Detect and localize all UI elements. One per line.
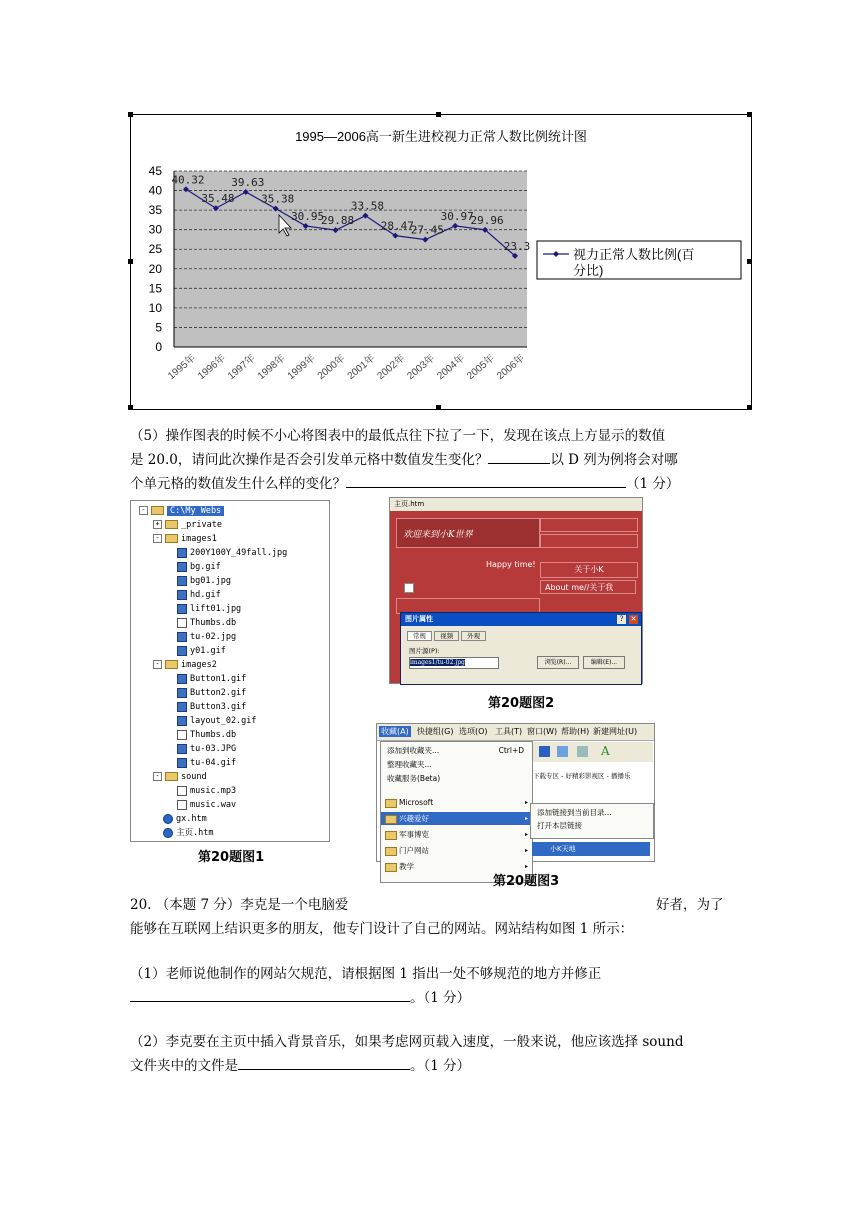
tree-file-row[interactable] <box>167 742 236 756</box>
tab-general[interactable]: 常规 <box>407 631 432 641</box>
layout-cell <box>540 534 638 548</box>
close-icon[interactable]: ✕ <box>630 615 637 623</box>
menubar <box>377 724 654 741</box>
answer-blank <box>238 1055 410 1070</box>
folder-icon <box>385 831 397 840</box>
tree-item-label: 200Y100Y_49fall.jpg <box>190 548 288 558</box>
tree-item-label: Button1.gif <box>190 674 247 684</box>
folder-icon <box>165 520 178 529</box>
image-file-icon <box>177 646 187 656</box>
menu-item-label: 收藏服务(Beta) <box>387 774 441 783</box>
menu-favorites[interactable]: 收藏(A) <box>381 727 409 736</box>
favorites-menu-item[interactable] <box>381 844 532 857</box>
tree-file-row[interactable] <box>167 560 221 574</box>
tree-item-label: C:\My Webs <box>167 506 224 516</box>
tree-item-label: 主页.htm <box>176 828 214 838</box>
question-20-part2-answer <box>130 1054 750 1078</box>
menu-window[interactable]: 窗口(W) <box>527 727 558 736</box>
image-file-icon <box>177 702 187 712</box>
tree-file-row[interactable] <box>153 812 207 826</box>
tree-folder-row[interactable] <box>153 518 222 532</box>
font-color-icon[interactable]: A <box>601 744 610 758</box>
y-tick-label: 10 <box>148 300 162 315</box>
y-tick-label: 20 <box>148 261 162 276</box>
help-icon[interactable]: ? <box>617 615 626 624</box>
favorites-menu-item[interactable] <box>381 758 532 771</box>
tab-video[interactable]: 视频 <box>434 631 459 641</box>
x-tick-label: 2000年 <box>315 352 348 383</box>
x-tick-label: 1998年 <box>255 352 288 383</box>
expand-icon[interactable]: + <box>153 520 162 529</box>
window-title: 主页.htm <box>390 498 642 511</box>
toolbar-icon[interactable] <box>557 746 568 757</box>
menu-item-label: Microsoft <box>399 798 434 807</box>
figure-1-folder-tree <box>130 500 330 842</box>
tree-item-label: Button3.gif <box>190 702 247 712</box>
y-tick-label: 35 <box>148 203 162 218</box>
legend-label: 分比) <box>573 263 604 278</box>
tree-folder-row[interactable] <box>153 770 207 784</box>
toolbar-icon[interactable] <box>577 746 588 757</box>
image-file-icon <box>177 688 187 698</box>
favorites-menu-item[interactable] <box>381 744 532 757</box>
favorites-menu-item[interactable] <box>381 772 532 785</box>
data-label: 28.47 <box>380 219 414 233</box>
question-20-text: 20. （本题 7 分）李克是一个电脑爱 <box>130 897 349 913</box>
data-label: 29.88 <box>320 214 355 228</box>
figure-3-caption: 第20题图3 <box>493 874 560 889</box>
menu-item-shortcut: Ctrl+D <box>498 746 524 755</box>
image-file-icon <box>177 576 187 586</box>
tree-item-label: images1 <box>181 534 217 544</box>
figure-2-screenshot <box>389 497 643 684</box>
y-tick-label: 40 <box>148 183 162 198</box>
answer-blank <box>488 449 550 464</box>
tree-item-label: lift01.jpg <box>190 604 242 614</box>
menu-item-label: 门户网站 <box>399 846 429 855</box>
chart-frame[interactable] <box>130 114 752 410</box>
collapse-icon[interactable]: - <box>153 534 162 543</box>
question-20-line2: 能够在互联网上结识更多的朋友，他专门设计了自己的网站。网站结构如图 1 所示： <box>130 921 634 937</box>
tree-item-label: hd.gif <box>190 590 221 600</box>
menu-quickgroup[interactable]: 快捷组(G) <box>417 727 454 736</box>
y-tick-label: 15 <box>148 281 162 296</box>
collapse-icon[interactable]: - <box>153 772 162 781</box>
tree-item-label: sound <box>181 772 207 782</box>
data-label: 40.32 <box>171 173 205 187</box>
web-page-icon <box>163 814 173 824</box>
x-tick-label: 2001年 <box>345 352 378 383</box>
toolbar-icon[interactable] <box>539 746 550 757</box>
question-20-part2 <box>130 1030 750 1078</box>
menu-item-label: 教学 <box>399 862 414 871</box>
folder-icon <box>385 815 397 824</box>
tree-item-label: bg.gif <box>190 562 221 572</box>
x-tick-label: 2005年 <box>465 352 498 383</box>
question-20-intro <box>130 893 750 941</box>
question-20-score: 。（1 分） <box>410 990 471 1006</box>
dialog-title: 图片属性 <box>401 613 641 626</box>
x-tick-label: 2003年 <box>405 352 438 383</box>
tree-item-label: bg01.jpg <box>190 576 231 586</box>
folder-icon <box>165 660 178 669</box>
y-tick-label: 30 <box>148 222 162 237</box>
data-label: 23.3 <box>503 239 531 253</box>
submenu-arrow-icon: ▸ <box>524 815 528 822</box>
tree-item-label: gx.htm <box>176 814 207 824</box>
tree-file-row[interactable] <box>167 798 236 812</box>
submenu-item[interactable]: 添加链接到当前目录... <box>537 808 612 817</box>
tree-folder-row[interactable] <box>139 504 224 518</box>
edit-button[interactable]: 编辑(E)... <box>583 656 625 669</box>
submenu-arrow-icon: ▸ <box>524 831 528 838</box>
dialog-tabs <box>407 631 486 640</box>
toolbar <box>533 742 653 762</box>
submenu-item-selected[interactable]: 小K天地 <box>532 842 650 856</box>
question-5-line3 <box>130 472 750 496</box>
image-file-icon <box>177 562 187 572</box>
tree-folder-row[interactable] <box>153 658 217 672</box>
folder-icon <box>385 799 397 808</box>
data-label: 35.48 <box>201 192 235 206</box>
tree-item-label: Button2.gif <box>190 688 247 698</box>
question-20-text: 文件夹中的文件是 <box>130 1058 238 1074</box>
collapse-icon[interactable]: - <box>153 660 162 669</box>
data-label: 30.97 <box>440 209 474 223</box>
menu-help[interactable]: 帮助(H) <box>561 727 590 736</box>
question-5-text: 是 20.0，请问此次操作是否会引发单元格中数值发生变化？ <box>130 452 489 468</box>
question-5 <box>130 424 750 496</box>
image-file-icon <box>177 744 187 754</box>
x-tick-label: 1997年 <box>225 352 258 383</box>
tree-item-label: y01.gif <box>190 646 226 656</box>
x-tick-label: 2006年 <box>495 352 527 383</box>
favorites-menu-item[interactable] <box>381 812 532 825</box>
folder-icon <box>151 506 164 515</box>
layout-cell <box>540 518 638 532</box>
tree-file-row[interactable] <box>167 672 246 686</box>
image-source-input[interactable] <box>409 657 499 669</box>
x-tick-label: 2002年 <box>375 352 408 383</box>
favorites-menu-item[interactable] <box>381 828 532 841</box>
x-tick-label: 1996年 <box>196 352 228 383</box>
image-file-icon <box>177 632 187 642</box>
happy-text: Happy time! <box>486 560 536 569</box>
submenu-arrow-icon: ▸ <box>524 847 528 854</box>
menu-new-url[interactable]: 新建网址(U) <box>593 727 638 736</box>
image-file-icon <box>177 604 187 614</box>
image-source-value: images1/tu-02.jpg <box>410 659 465 666</box>
question-20-part1-answer <box>130 986 750 1010</box>
image-file-icon <box>177 548 187 558</box>
y-tick-label: 25 <box>148 242 162 257</box>
chart-title: 1995—2006高一新生进校视力正常人数比例统计图 <box>295 129 587 144</box>
image-source-label: 图片源(P): <box>409 647 440 655</box>
file-icon <box>177 800 187 810</box>
y-tick-label: 0 <box>155 340 162 354</box>
about-link-cn[interactable]: 关于小K <box>540 562 638 578</box>
image-file-icon <box>177 674 187 684</box>
interest-submenu <box>530 803 654 839</box>
tree-file-row[interactable] <box>167 616 236 630</box>
answer-blank <box>130 987 410 1002</box>
tree-item-label: tu-03.JPG <box>190 744 237 754</box>
tree-item-label: images2 <box>181 660 217 670</box>
tree-item-label: _private <box>181 520 222 530</box>
collapse-icon[interactable]: - <box>139 506 148 515</box>
figure-1-caption: 第20题图1 <box>198 850 265 865</box>
answer-blank <box>346 473 626 488</box>
tree-item-label: Thumbs.db <box>190 730 237 740</box>
folder-icon <box>165 772 178 781</box>
question-20-score: 。（1 分） <box>410 1058 471 1074</box>
menu-item-label: 整理收藏夹... <box>387 760 432 769</box>
question-20-part2-text: （2）李克要在主页中插入背景音乐，如果考虑网页载入速度，一般来说，他应该选择 sound <box>130 1034 684 1050</box>
file-icon <box>177 618 187 628</box>
data-label: 30.95 <box>291 209 325 223</box>
question-20-part1-text: （1）老师说他制作的网站欠规范，请根据图 1 指出一处不够规范的地方并修正 <box>130 966 602 982</box>
menu-item-label: 兴趣爱好 <box>399 814 429 823</box>
tree-file-row[interactable] <box>167 728 236 742</box>
submenu-arrow-icon: ▸ <box>524 863 528 870</box>
favorites-menu-item[interactable] <box>381 796 532 809</box>
tree-file-row[interactable] <box>167 644 226 658</box>
tree-file-row[interactable] <box>167 714 257 728</box>
data-label: 39.63 <box>231 176 265 190</box>
image-properties-dialog <box>400 612 642 685</box>
about-link[interactable]: About me//关于我 <box>540 580 636 594</box>
tree-file-row[interactable] <box>167 602 241 616</box>
image-file-icon <box>177 590 187 600</box>
tree-item-label: music.mp3 <box>190 786 237 796</box>
question-5-line2 <box>130 448 750 472</box>
favorites-dropdown <box>380 741 533 883</box>
folder-icon <box>385 863 397 872</box>
figure-3-screenshot <box>376 723 655 871</box>
file-icon <box>177 786 187 796</box>
submenu-arrow-icon: ▸ <box>524 799 528 806</box>
folder-icon <box>385 847 397 856</box>
y-tick-label: 45 <box>148 164 162 178</box>
file-icon <box>177 730 187 740</box>
menu-item-label: 军事博览 <box>399 830 429 839</box>
tree-file-row[interactable] <box>153 826 213 840</box>
question-20-text: 好者，为了 <box>656 897 724 913</box>
question-20-part1 <box>130 962 750 1010</box>
x-tick-label: 1999年 <box>285 352 318 383</box>
tree-file-row[interactable] <box>167 546 287 560</box>
menu-options[interactable]: 选项(O) <box>459 727 488 736</box>
tree-item-label: layout_02.gif <box>190 716 257 726</box>
banner-cell <box>396 518 540 548</box>
tree-file-row[interactable] <box>167 784 236 798</box>
web-page-icon <box>163 828 173 838</box>
line-chart <box>131 115 751 409</box>
link-bar-text: 下载专区 - 好精彩影视区 - 播播乐 <box>533 772 631 780</box>
image-file-icon <box>177 758 187 768</box>
tree-folder-row[interactable] <box>153 532 217 546</box>
folder-icon <box>165 534 178 543</box>
tree-item-label: tu-02.jpg <box>190 632 237 642</box>
menu-item-label: 添加到收藏夹... <box>387 746 440 755</box>
tree-item-label: tu-04.gif <box>190 758 237 768</box>
x-tick-label: 1995年 <box>166 352 198 383</box>
submenu-item[interactable]: 打开本层链接 <box>537 821 582 830</box>
legend-label: 视力正常人数比例(百 <box>573 247 695 262</box>
browse-button[interactable]: 浏览(R)... <box>537 656 579 669</box>
tree-file-row[interactable] <box>167 686 246 700</box>
data-label: 27.45 <box>410 223 444 237</box>
tree-item-label: music.wav <box>190 800 237 810</box>
tree-file-row[interactable] <box>167 700 246 714</box>
menu-tools[interactable]: 工具(T) <box>495 727 523 736</box>
question-5-score: （1 分） <box>626 476 680 492</box>
data-label: 29.96 <box>470 213 504 227</box>
tree-file-row[interactable] <box>167 588 221 602</box>
image-placeholder-icon <box>404 583 414 593</box>
tree-file-row[interactable] <box>167 630 236 644</box>
image-file-icon <box>177 716 187 726</box>
tree-file-row[interactable] <box>167 756 236 770</box>
tree-item-label: Thumbs.db <box>190 618 237 628</box>
question-5-line1: （5）操作图表的时候不小心将图表中的最低点往下拉了一下，发现在该点上方显示的数值 <box>130 428 666 444</box>
figure-2-caption: 第20题图2 <box>488 696 555 711</box>
x-tick-label: 2004年 <box>435 352 468 383</box>
y-tick-label: 5 <box>155 320 162 335</box>
question-5-text: 以 D 列为例将会对哪 <box>550 452 678 468</box>
question-5-text: 个单元格的数值发生什么样的变化？ <box>130 476 346 492</box>
tree-file-row[interactable] <box>167 574 231 588</box>
banner-text: 欢迎来到小K世界 <box>403 530 473 540</box>
data-label: 33.58 <box>350 199 385 213</box>
question-20-line1 <box>130 893 750 917</box>
tab-appearance[interactable]: 外观 <box>461 631 486 641</box>
data-label: 35.38 <box>261 192 295 206</box>
